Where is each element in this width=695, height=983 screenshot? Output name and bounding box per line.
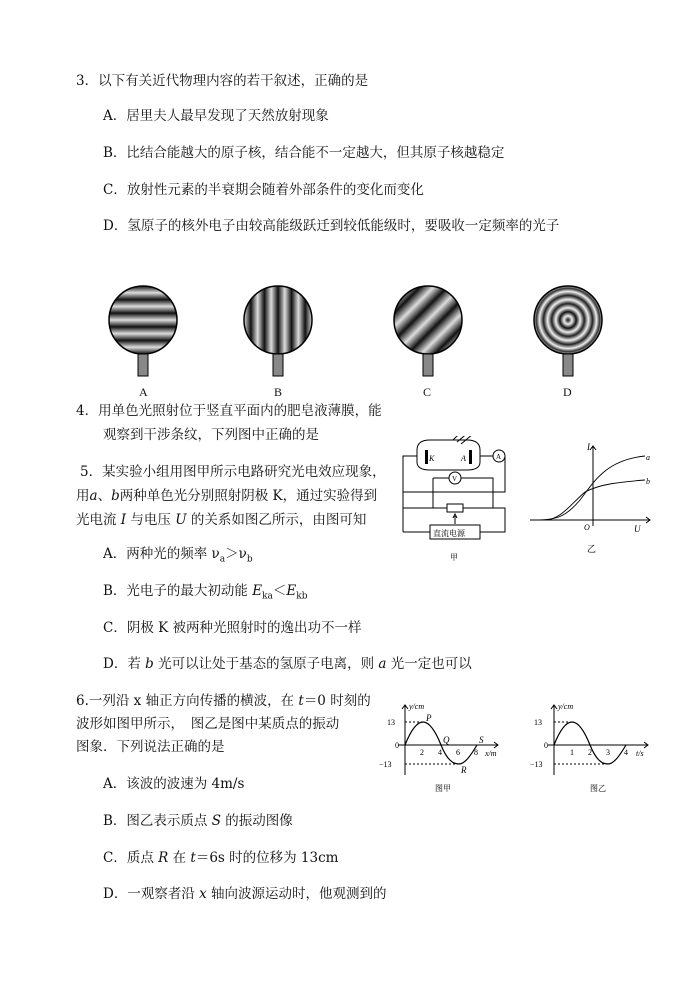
- q4-stem-line1: 4．用单色光照射位于竖直平面内的肥皂液薄膜，能: [76, 403, 382, 419]
- vib-origin: 0: [544, 741, 548, 750]
- q6-stem-line2: 波形如图甲所示， 图乙是图中某质点的振动: [76, 716, 340, 732]
- vib-tick-4: 4: [624, 748, 628, 757]
- q6-stem-line3: 图象．下列说法正确的是: [76, 739, 225, 755]
- anode-a: [469, 450, 472, 464]
- wave-xlabel: x/m: [485, 749, 497, 758]
- q5-option-a: A．两种光的频率 $\nu_a>\nu_b$: [103, 546, 253, 565]
- q6-option-d: D．一观察者沿 x 轴向波源运动时，他观测到的: [103, 886, 387, 902]
- wave-curve: [405, 722, 477, 764]
- curve-b: [545, 480, 645, 520]
- vib-tick-2: 2: [588, 748, 592, 757]
- point-q: Q: [443, 735, 450, 745]
- q5-option-c: C．阴极 K 被两种光照射时的逸出功不一样: [103, 620, 362, 636]
- wave-tick-8: 8: [474, 748, 478, 757]
- q3-option-d: D．氢原子的核外电子由较高能级跃迁到较低能级时，要吸收一定频率的光子: [103, 218, 560, 234]
- point-p: P: [426, 713, 432, 723]
- wave-tick-4: 4: [438, 748, 442, 757]
- q5-stem-line2: 用a、b两种单色光分别照射阴极 K，通过实验得到: [76, 488, 378, 504]
- circuit-caption: 甲: [450, 553, 458, 562]
- power-label: 直流电源: [433, 529, 465, 538]
- wave-ytop: 13: [387, 718, 395, 727]
- vibration-curve: [554, 722, 626, 764]
- film-d-ring-fringes: [534, 286, 602, 376]
- vib-caption: 图乙: [590, 784, 606, 793]
- q5-option-b: B．光电子的最大初动能 $E_{ka}<E_{kb}$: [103, 583, 308, 602]
- curve-a: [535, 456, 645, 520]
- q3-option-a: A．居里夫人最早发现了天然放射现象: [103, 108, 329, 124]
- film-label-c: C: [423, 385, 432, 399]
- cathode-k: [425, 450, 428, 464]
- film-label-b: B: [274, 385, 283, 399]
- iu-caption: 乙: [587, 544, 597, 554]
- vib-ybot: −13: [530, 760, 543, 769]
- xlabel-u: U: [634, 524, 641, 534]
- film-label-d: D: [563, 385, 572, 399]
- meter-v-label: V: [452, 475, 458, 483]
- point-s: S: [479, 735, 484, 745]
- wave-tick-6: 6: [456, 748, 460, 757]
- wave-tick-2: 2: [420, 748, 424, 757]
- q6-option-a: A．该波的波速为 4m/s: [103, 776, 245, 792]
- wave-ylabel: y/cm: [409, 702, 425, 711]
- label-k: K: [429, 454, 435, 463]
- q6-option-c: C．质点 R 在 t＝6s 时的位移为 13cm: [103, 850, 339, 866]
- point-r: R: [461, 765, 467, 775]
- q6-option-b: B．图乙表示质点 S 的振动图像: [103, 813, 293, 829]
- meter-a-label: A: [496, 453, 502, 461]
- vib-xlabel: t/s: [636, 749, 644, 758]
- photoelectric-circuit: [395, 436, 520, 566]
- vib-ytop: 13: [534, 718, 542, 727]
- q5-option-d: D．若 b 光可以让处于基态的氢原子电离，则 a 光一定也可以: [103, 656, 472, 672]
- q3-stem: 3．以下有关近代物理内容的若干叙述，正确的是: [76, 73, 369, 89]
- film-b-vertical-fringes: [244, 286, 312, 376]
- soap-film-figures: [100, 278, 620, 378]
- curve-b-label: b: [646, 477, 650, 486]
- vibration-graph: [530, 700, 660, 800]
- film-a-horizontal-fringes: [109, 286, 177, 376]
- wave-origin: 0: [395, 741, 399, 750]
- q5-stem-line3: 光电流 I 与电压 U 的关系如图乙所示，由图可知: [76, 512, 367, 528]
- rheostat-icon: [447, 504, 463, 512]
- ylabel-i: I: [587, 442, 590, 452]
- film-label-a: A: [139, 385, 148, 399]
- vib-tick-3: 3: [606, 748, 610, 757]
- q5-stem-line1: 5．某实验小组用图甲所示电路研究光电效应现象，: [80, 464, 386, 480]
- vib-tick-1: 1: [570, 748, 574, 757]
- label-a: A: [461, 454, 466, 463]
- wave-caption: 图甲: [435, 784, 451, 793]
- wave-graph: [373, 700, 513, 800]
- vib-ylabel: y/cm: [558, 702, 574, 711]
- q3-option-c: C．放射性元素的半衰期会随着外部条件的变化而变化: [103, 182, 424, 198]
- film-c-oblique-fringes: [394, 286, 462, 376]
- wave-ybot: −13: [379, 760, 392, 769]
- q6-stem-line1: 6.一列沿 x 轴正方向传播的横波，在 t＝0 时刻的: [76, 693, 371, 709]
- iu-graph: [525, 440, 660, 560]
- curve-a-label: a: [646, 453, 650, 462]
- origin-o: O: [584, 523, 590, 532]
- q3-option-b: B．比结合能越大的原子核，结合能不一定越大，但其原子核越稳定: [103, 145, 505, 161]
- q4-stem-line2: 观察到干涉条纹，下列图中正确的是: [103, 427, 319, 443]
